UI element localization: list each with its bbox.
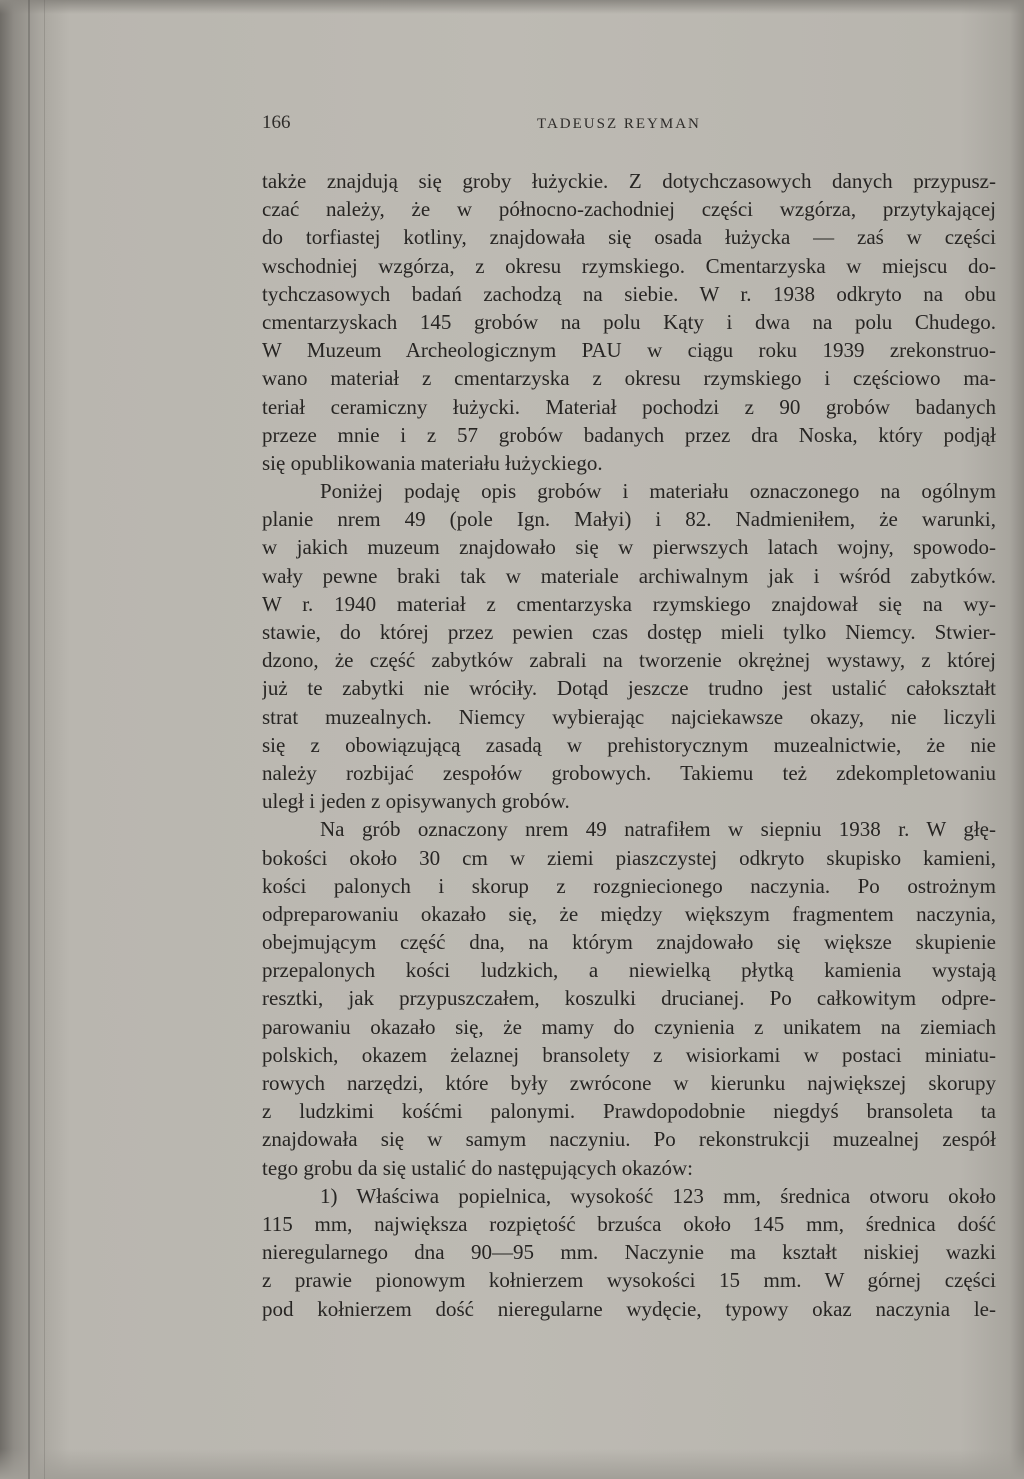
text-line: do torfiastej kotliny, znajdowała się osada łużycka — zaś w części [262,225,996,250]
text-line: nieregularnego dna 90—95 mm. Naczynie ma kształt niskiej wazki [262,1240,996,1265]
text-line: teriał ceramiczny łużycki. Materiał pochodzi z 90 grobów badanych [262,394,996,419]
text-line: uległ i jeden z opisywanych grobów. [262,789,570,814]
text-line: wano materiał z cmentarzyska z okresu rzymskiego i częściowo ma- [262,366,996,391]
text-line: rowych narzędzi, które były zwrócone w kierunku największej skorupy [262,1071,996,1095]
running-head: TADEUSZ REYMAN [537,116,701,132]
text-line: przepalonych kości ludzkich, a niewielką płytką kamienia wystają [262,958,996,983]
page-header [262,112,996,140]
text-line: wały pewne braki tak w materiale archiwalnym jak i wśród zabytków. [262,563,996,588]
text-line: resztki, jak przypuszczałem, koszulki drucianej. Po całkowitym odpre- [262,986,996,1011]
text-line: strat muzealnych. Niemcy wybierając najciekawsze okazy, nie liczyli [262,704,996,729]
text-line: tego grobu da się ustalić do następujących okazów: [262,1155,693,1180]
text-line: 115 mm, największa rozpiętość brzuśca około 145 mm, średnica dość [262,1211,996,1236]
binding-edge [44,0,45,1479]
text-line: się opublikowania materiału łużyckiego. [262,450,603,475]
text-line: kości palonych i skorup z rozgniecionego naczynia. Po ostrożnym [262,873,996,898]
text-line: polskich, okazem żelaznej bransolety z wisiorkami w postaci miniatu- [262,1042,996,1067]
text-line: Na grób oznaczony nrem 49 natrafiłem w siepniu 1938 r. W głę- [320,817,996,842]
text-line: W r. 1940 materiał z cmentarzyska rzymskiego znajdował się na wy- [262,591,996,616]
text-line: 1) Właściwa popielnica, wysokość 123 mm, średnica otworu około [320,1183,996,1208]
text-line: Poniżej podaję opis grobów i materiału oznaczonego na ogólnym [320,479,996,504]
text-line: planie nrem 49 (pole Ign. Małyi) i 82. Nadmieniłem, że warunki, [262,507,996,532]
text-line: także znajdują się groby łużyckie. Z dotychczasowych danych przypusz- [262,169,996,193]
text-line: parowaniu okazało się, że mamy do czynienia z unikatem na ziemiach [262,1014,996,1039]
text-line: stawie, do której przez pewien czas dostęp mieli tylko Niemcy. Stwier- [262,620,996,644]
binding-shadow [28,0,30,1479]
text-line: pod kołnierzem dość nieregularne wydęcie, typowy okaz naczynia le- [262,1296,996,1321]
text-line: odpreparowaniu okazało się, że między większym fragmentem naczynia, [262,901,996,926]
text-line: czać należy, że w północno-zachodniej części wzgórza, przytykającej [262,197,996,222]
text-line: bokości około 30 cm w ziemi piaszczystej odkryto skupisko kamieni, [262,845,996,870]
text-line: obejmującym część dna, na którym znajdowało się większe skupienie [262,930,996,955]
text-line: przeze mnie i z 57 grobów badanych przez dra Noska, który podjął [262,422,996,447]
text-line: się z obowiązującą zasadą w prehistorycznym muzealnictwie, że nie [262,732,996,757]
text-line: dzono, że część zabytków zabrali na tworzenie okrężnej wystawy, z której [262,648,996,673]
text-line: W Muzeum Archeologicznym PAU w ciągu roku 1939 zrekonstruo- [262,338,996,363]
text-line: cmentarzyskach 145 grobów na polu Kąty i dwa na polu Chudego. [262,309,996,334]
text-line: w jakich muzeum znajdowało się w pierwszych latach wojny, spowodo- [262,535,996,560]
text-line: już te zabytki nie wróciły. Dotąd jeszcze trudno jest ustalić całokształt [262,676,996,701]
text-line: wschodniej wzgórza, z okresu rzymskiego. Cmentarzyska w miejscu do- [262,253,996,278]
text-line: należy rozbijać zespołów grobowych. Takiemu też zdekompletowaniu [262,760,996,785]
text-line: z prawie pionowym kołnierzem wysokości 15 mm. W górnej części [262,1268,996,1293]
text-line: z ludzkimi kośćmi palonymi. Prawdopodobnie niegdyś bransoleta ta [262,1099,996,1124]
text-line: tychczasowych badań zachodzą na siebie. W r. 1938 odkryto na obu [262,281,996,306]
text-line: znajdowała się w samym naczyniu. Po rekonstrukcji muzealnej zespół [262,1127,996,1152]
body-text [262,167,996,1323]
page-number: 166 [262,112,291,133]
